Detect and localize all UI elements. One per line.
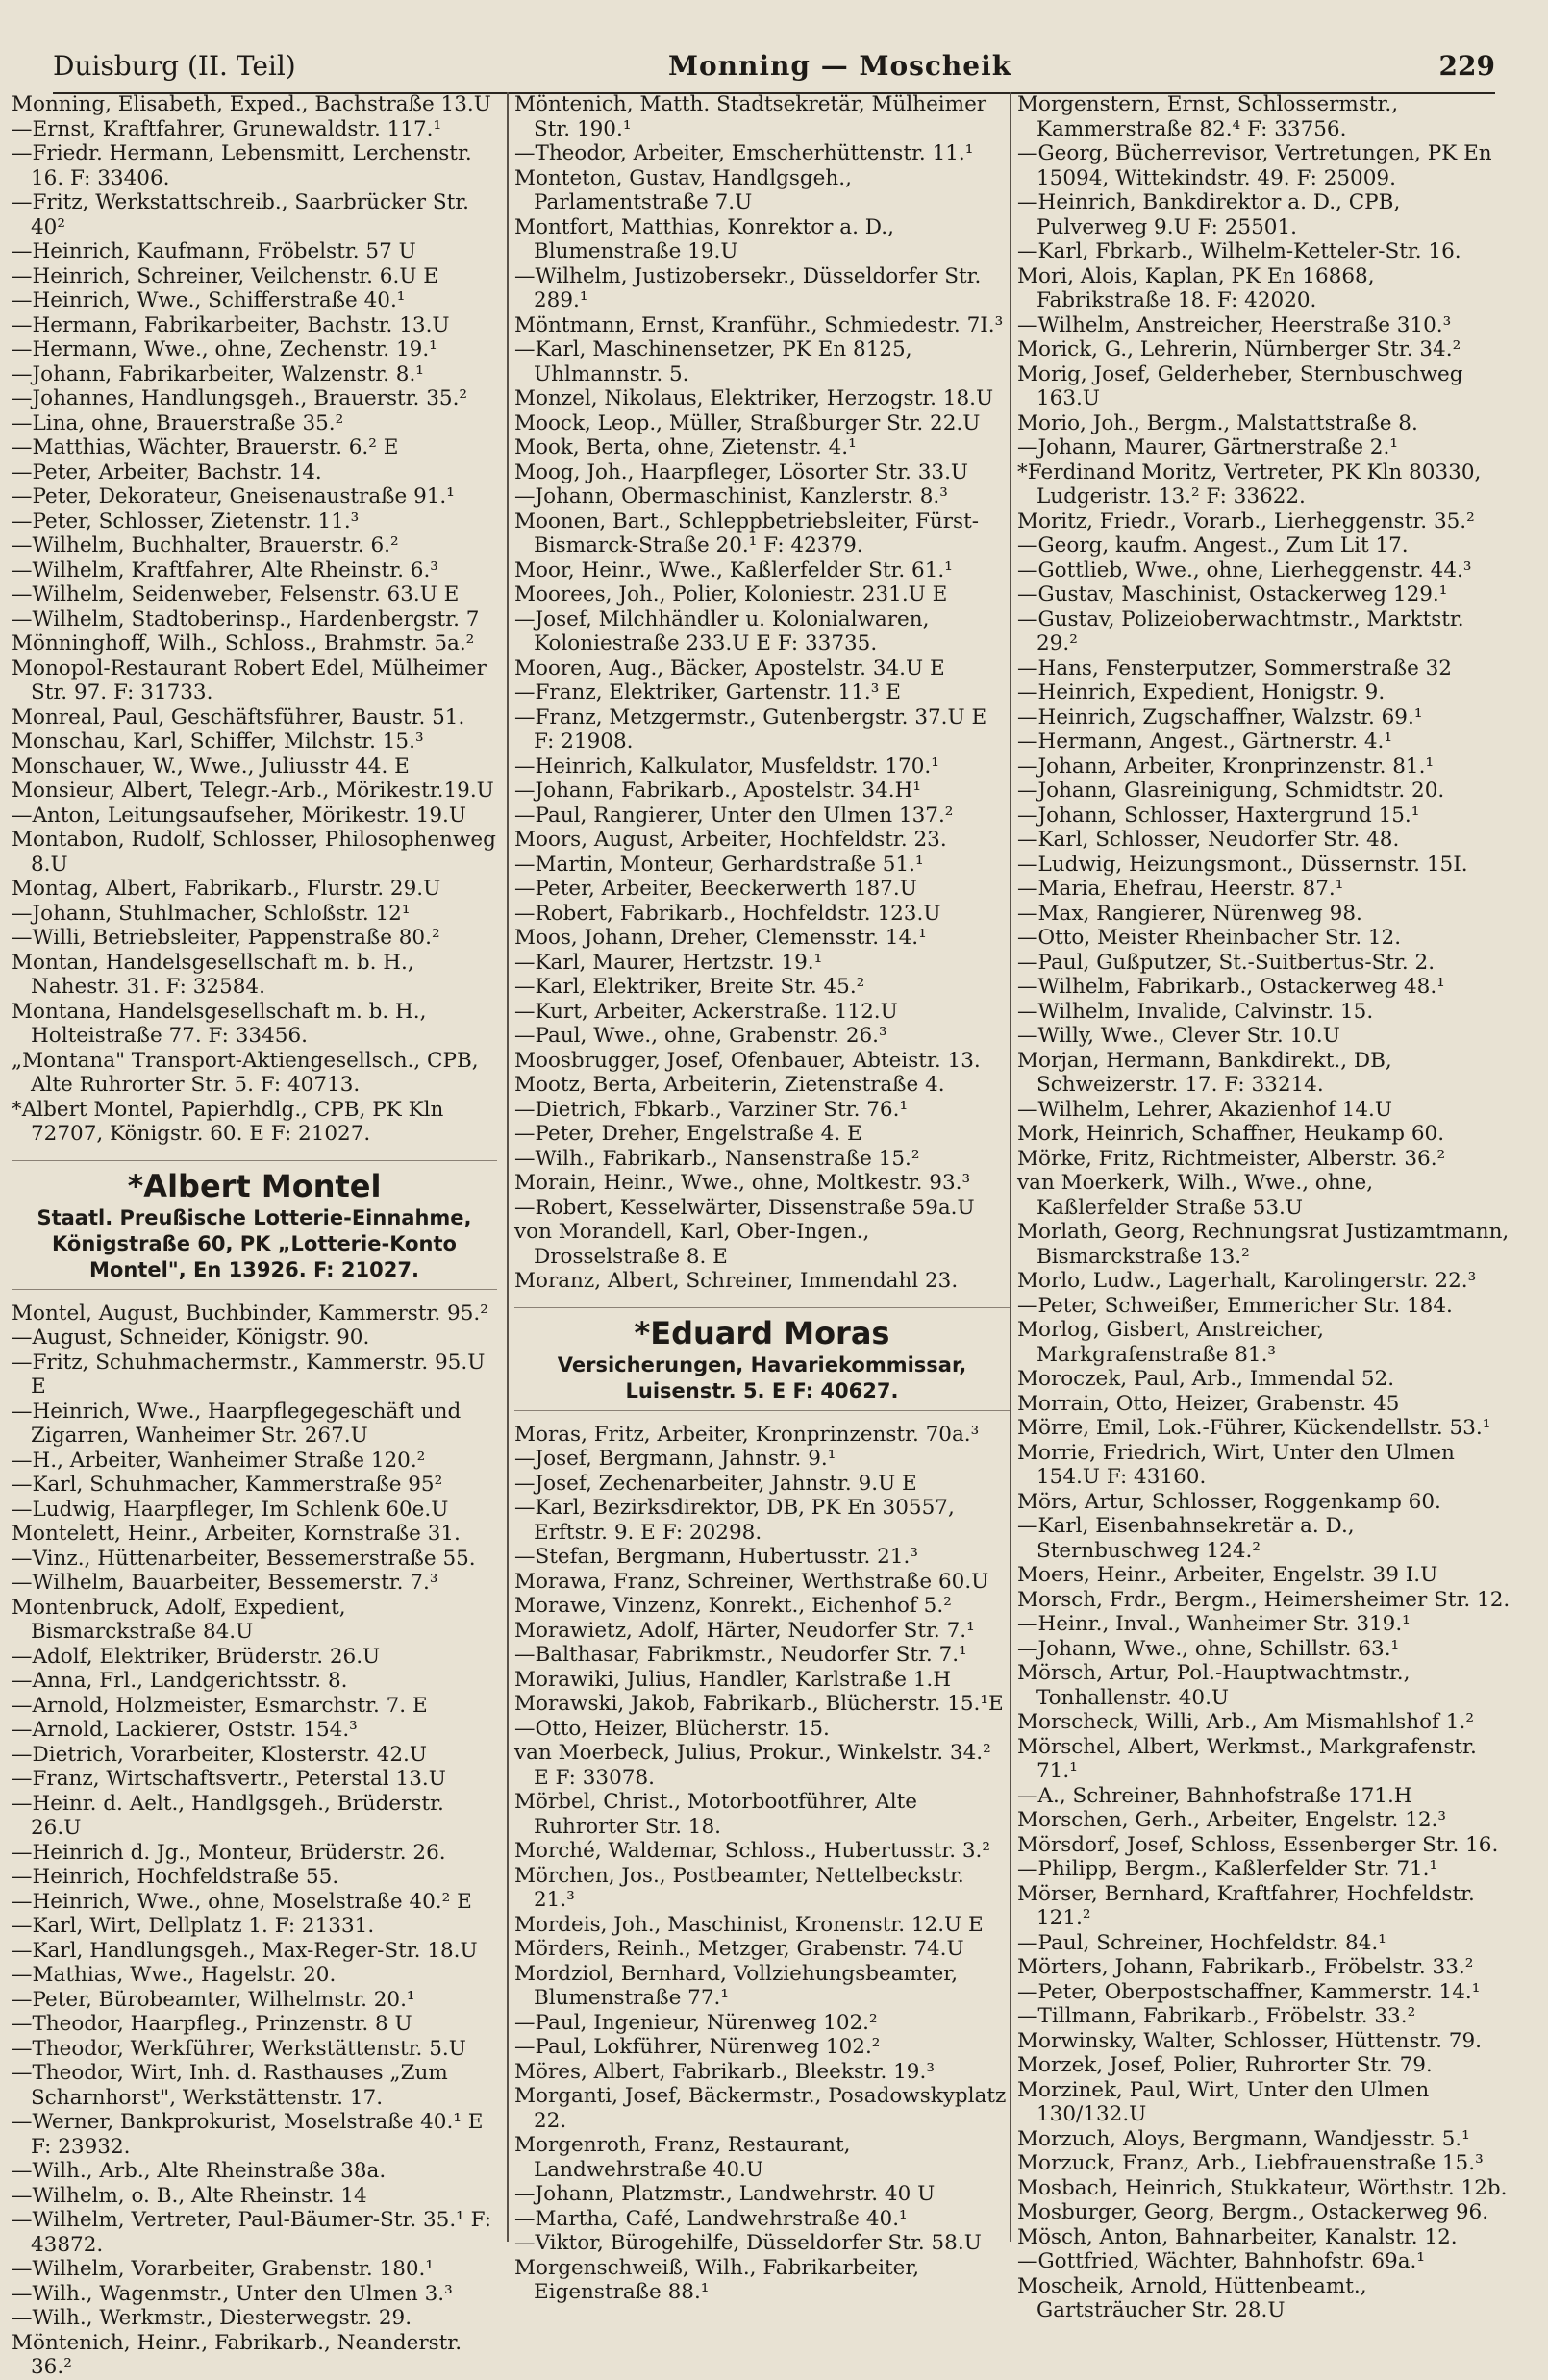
directory-entry: —Heinr. d. Aelt., Handlgsgeh., Brüderstr. 26.U bbox=[12, 1791, 444, 1840]
directory-entry: Mörke, Fritz, Richtmeister, Alberstr. 36.² bbox=[1017, 1146, 1446, 1171]
directory-entry: Mook, Berta, ohne, Zietenstr. 4.¹ bbox=[514, 435, 857, 459]
column-1-entries-a bbox=[12, 92, 497, 1147]
directory-entry: Mörchen, Jos., Postbeamter, Nettelbeckstr. 21.³ bbox=[514, 1863, 964, 1912]
directory-entry: —Ludwig, Haarpfleger, Im Schlenk 60e.U bbox=[12, 1497, 449, 1522]
directory-entry: —Franz, Elektriker, Gartenstr. 11.³ E bbox=[514, 681, 901, 705]
directory-entry: —Ernst, Kraftfahrer, Grunewaldstr. 117.¹ bbox=[12, 116, 442, 141]
directory-entry: —Wilh., Arb., Alte Rheinstraße 38a. bbox=[12, 2159, 387, 2183]
directory-entry: —Peter, Dekorateur, Gneisenaustraße 91.¹ bbox=[12, 484, 455, 508]
directory-entry: —Karl, Schuhmacher, Kammerstraße 95² bbox=[12, 1473, 443, 1497]
directory-entry: —Heinrich, Schreiner, Veilchenstr. 6.U E bbox=[12, 263, 438, 288]
page-number: 229 bbox=[1438, 50, 1495, 82]
directory-entry: Montenbruck, Adolf, Expedient, Bismarckstraße 84.U bbox=[12, 1595, 346, 1644]
directory-entry: —Hermann, Angest., Gärtnerstr. 4.¹ bbox=[1017, 730, 1393, 754]
directory-entry: Montfort, Matthias, Konrektor a. D., Blumenstraße 19.U bbox=[514, 214, 894, 263]
directory-entry: —Peter, Schweißer, Emmericher Str. 184. bbox=[1017, 1293, 1453, 1318]
directory-entry: —Wilhelm, Anstreicher, Heerstraße 310.³ bbox=[1017, 312, 1452, 337]
column-3-entries bbox=[1017, 92, 1511, 2323]
directory-entry: —Paul, Ingenieur, Nürenweg 102.² bbox=[514, 2010, 878, 2035]
directory-entry: Mootz, Berta, Arbeiterin, Zietenstraße 4. bbox=[514, 1073, 945, 1097]
directory-entry: „Montana" Transport-Aktiengesellsch., CPB, Alte Ruhrorter Str. 5. F: 40713. bbox=[12, 1048, 479, 1097]
directory-entry: Morzek, Josef, Polier, Ruhrorter Str. 79. bbox=[1017, 2053, 1433, 2077]
directory-entry: —Heinrich, Expedient, Honigstr. 9. bbox=[1017, 681, 1386, 705]
directory-entry: —Martha, Café, Landwehrstraße 40.¹ bbox=[514, 2206, 908, 2231]
directory-entry: Morrain, Otto, Heizer, Grabenstr. 45 bbox=[1017, 1391, 1400, 1416]
directory-entry: —Paul, Rangierer, Unter den Ulmen 137.² bbox=[514, 803, 954, 828]
directory-entry: —Otto, Meister Rheinbacher Str. 12. bbox=[1017, 926, 1402, 950]
header-name-range: Monning — Moscheik bbox=[668, 50, 1012, 82]
directory-entry: Monning, Elisabeth, Exped., Bachstraße 13.U bbox=[12, 92, 491, 116]
directory-entry: Morawiki, Julius, Handler, Karlstraße 1.H bbox=[514, 1667, 952, 1692]
directory-entry: —Stefan, Bergmann, Hubertusstr. 21.³ bbox=[514, 1545, 918, 1569]
directory-entry: Moers, Heinr., Arbeiter, Engelstr. 39 I.U bbox=[1017, 1563, 1438, 1587]
directory-entry: Moranz, Albert, Schreiner, Immendahl 23. bbox=[514, 1269, 959, 1293]
directory-entry: —Theodor, Haarpfleg., Prinzenstr. 8 U bbox=[12, 2012, 412, 2036]
directory-entry: Mörters, Johann, Fabrikarb., Fröbelstr. 33.² bbox=[1017, 1955, 1474, 1979]
header-city: Duisburg (II. Teil) bbox=[53, 50, 296, 82]
directory-entry: —Theodor, Wirt, Inh. d. Rasthauses „Zum Scharnhorst", Werkstättenstr. 17. bbox=[12, 2061, 448, 2110]
directory-entry: Möres, Albert, Fabrikarb., Bleekstr. 19.³ bbox=[514, 2059, 935, 2084]
directory-entry: —Karl, Handlungsgeh., Max-Reger-Str. 18.U bbox=[12, 1938, 478, 1963]
directory-entry: —Wilhelm, Seidenweber, Felsenstr. 63.U E bbox=[12, 583, 460, 607]
directory-entry: —Johann, Obermaschinist, Kanzlerstr. 8.³ bbox=[514, 484, 948, 508]
directory-entry: —Robert, Fabrikarb., Hochfeldstr. 123.U bbox=[514, 901, 941, 926]
directory-entry: —Karl, Elektriker, Breite Str. 45.² bbox=[514, 975, 865, 999]
directory-entry: —Josef, Milchhändler u. Kolonialwaren, Koloniestraße 233.U E F: 33735. bbox=[514, 607, 930, 656]
directory-entry: Mosbach, Heinrich, Stukkateur, Wörthstr. 12b. bbox=[1017, 2175, 1508, 2200]
directory-entry: —Mathias, Wwe., Hagelstr. 20. bbox=[12, 1963, 337, 1987]
directory-entry: Morlo, Ludw., Lagerhalt, Karolingerstr. 22.³ bbox=[1017, 1269, 1477, 1293]
directory-entry: Monopol-Restaurant Robert Edel, Mülheimer Str. 97. F: 31733. bbox=[12, 656, 487, 705]
advertisement-moras bbox=[514, 1307, 1010, 1411]
directory-entry: Mori, Alois, Kaplan, PK En 16868, Fabrikstraße 18. F: 42020. bbox=[1017, 263, 1375, 312]
directory-entry: Morgenschweiß, Wilh., Fabrikarbeiter, Eigenstraße 88.¹ bbox=[514, 2255, 920, 2304]
directory-entry: —Peter, Bürobeamter, Wilhelmstr. 20.¹ bbox=[12, 1987, 415, 2012]
ad-line: Königstraße 60, PK „Lotterie-Konto bbox=[52, 1231, 457, 1255]
directory-entry: —Ludwig, Heizungsmont., Düssernstr. 15I. bbox=[1017, 852, 1468, 877]
ad-line: Staatl. Preußische Lotterie-Einnahme, bbox=[37, 1205, 472, 1229]
directory-entry: —Viktor, Bürogehilfe, Düsseldorfer Str. 58.U bbox=[514, 2231, 982, 2255]
directory-entry: Mooren, Aug., Bäcker, Apostelstr. 34.U E bbox=[514, 656, 945, 681]
directory-entry: Morig, Josef, Gelderheber, Sternbuschweg 163.U bbox=[1017, 361, 1463, 410]
column-2-entries-a bbox=[514, 92, 1010, 1294]
directory-entry: —Peter, Arbeiter, Beeckerwerth 187.U bbox=[514, 877, 917, 901]
directory-entry: Morwinsky, Walter, Schlosser, Hüttenstr. 79. bbox=[1017, 2028, 1482, 2053]
directory-entry: —Robert, Kesselwärter, Dissenstraße 59a.U bbox=[514, 1195, 975, 1220]
directory-entry: —Johann, Glasreinigung, Schmidtstr. 20. bbox=[1017, 779, 1445, 803]
directory-entry: —Werner, Bankprokurist, Moselstraße 40.¹ E F: 23932. bbox=[12, 2110, 484, 2159]
directory-entry: —Johann, Arbeiter, Kronprinzenstr. 81.¹ bbox=[1017, 754, 1435, 779]
directory-entry: Mösch, Anton, Bahnarbeiter, Kanalstr. 12. bbox=[1017, 2224, 1458, 2249]
directory-entry: —Maria, Ehefrau, Heerstr. 87.¹ bbox=[1017, 877, 1344, 901]
directory-entry: Morsch, Frdr., Bergm., Heimersheimer Str. 12. bbox=[1017, 1587, 1511, 1612]
directory-entry: —Karl, Eisenbahnsekretär a. D., Sternbuschweg 124.² bbox=[1017, 1514, 1355, 1563]
directory-entry: Moog, Joh., Haarpfleger, Lösorter Str. 33.U bbox=[514, 459, 969, 484]
directory-entry: Mörders, Reinh., Metzger, Grabenstr. 74.U bbox=[514, 1937, 964, 1961]
directory-entry: —Wilhelm, Vorarbeiter, Grabenstr. 180.¹ bbox=[12, 2257, 435, 2281]
directory-entry: —Theodor, Werkführer, Werkstättenstr. 5.U bbox=[12, 2036, 466, 2061]
directory-entry: Mosburger, Georg, Bergm., Ostackerweg 96. bbox=[1017, 2200, 1489, 2224]
directory-entry: —Heinrich, Kaufmann, Fröbelstr. 57 U bbox=[12, 239, 416, 263]
directory-entry: Monteton, Gustav, Handlgsgeh., Parlamentstraße 7.U bbox=[514, 165, 852, 214]
directory-entry: Moroczek, Paul, Arb., Immendal 52. bbox=[1017, 1367, 1395, 1391]
directory-entry: Monsieur, Albert, Telegr.-Arb., Mörikestr.19.U bbox=[12, 779, 494, 803]
directory-entry: Morio, Joh., Bergm., Malstattstraße 8. bbox=[1017, 410, 1418, 435]
directory-entry: —Karl, Fbrkarb., Wilhelm-Ketteler-Str. 16. bbox=[1017, 239, 1461, 263]
column-1-entries-b bbox=[12, 1302, 497, 2380]
directory-entry: —Tillmann, Fabrikarb., Fröbelstr. 33.² bbox=[1017, 2004, 1416, 2028]
directory-entry: Morscheck, Willi, Arb., Am Mismahlshof 1.² bbox=[1017, 1710, 1474, 1734]
directory-entry: —Wilhelm, Bauarbeiter, Bessemerstr. 7.³ bbox=[12, 1571, 438, 1595]
directory-entry: —Wilh., Werkmstr., Diesterwegstr. 29. bbox=[12, 2306, 412, 2330]
directory-entry: von Morandell, Karl, Ober-Ingen., Drosselstraße 8. E bbox=[514, 1220, 870, 1269]
directory-entry: —Theodor, Arbeiter, Emscherhüttenstr. 11.¹ bbox=[514, 141, 974, 165]
directory-entry: Moritz, Friedr., Vorarb., Lierheggenstr. 35.² bbox=[1017, 508, 1475, 533]
directory-entry: Moonen, Bart., Schleppbetriebsleiter, Fürst-Bismarck-Straße 20.¹ F: 42379. bbox=[514, 508, 979, 558]
directory-entry: Moors, August, Arbeiter, Hochfeldstr. 23. bbox=[514, 828, 947, 852]
directory-entry: —Wilhelm, Buchhalter, Brauerstr. 6.² bbox=[12, 533, 399, 558]
directory-entry: —Heinr., Inval., Wanheimer Str. 319.¹ bbox=[1017, 1612, 1411, 1636]
directory-entry: Morick, G., Lehrerin, Nürnberger Str. 34.² bbox=[1017, 337, 1461, 361]
directory-entry: Morrie, Friedrich, Wirt, Unter den Ulmen 154.U F: 43160. bbox=[1017, 1440, 1455, 1489]
column-3 bbox=[1010, 92, 1511, 2322]
directory-entry: Morschen, Gerh., Arbeiter, Engelstr. 12.³ bbox=[1017, 1808, 1447, 1832]
directory-entry: Mörre, Emil, Lok.-Führer, Kückendellstr. 53.¹ bbox=[1017, 1416, 1491, 1440]
directory-entry: —Heinrich, Wwe., Schifferstraße 40.¹ bbox=[12, 288, 406, 312]
ad-line: Versicherungen, Havariekommissar, bbox=[557, 1352, 967, 1376]
directory-entry: —Hermann, Wwe., ohne, Zechenstr. 19.¹ bbox=[12, 337, 437, 361]
directory-entry: Montel, August, Buchbinder, Kammerstr. 95.² bbox=[12, 1301, 488, 1326]
directory-entry: Mörschel, Albert, Werkmst., Markgrafenstr. 71.¹ bbox=[1017, 1734, 1477, 1783]
directory-entry: —Vinz., Hüttenarbeiter, Bessemerstraße 55. bbox=[12, 1546, 476, 1571]
directory-entry: —Peter, Arbeiter, Bachstr. 14. bbox=[12, 459, 322, 484]
directory-entry: —Fritz, Schuhmachermstr., Kammerstr. 95.U E bbox=[12, 1350, 486, 1399]
directory-entry: Morché, Waldemar, Schloss., Hubertusstr. 3.² bbox=[514, 1839, 990, 1863]
directory-entry: —Fritz, Werkstattschreib., Saarbrücker Str. 40² bbox=[12, 190, 469, 239]
directory-entry: Mönninghoff, Wilh., Schloss., Brahmstr. 5a.² bbox=[12, 632, 475, 656]
directory-entry: Morgenstern, Ernst, Schlossermstr., Kammerstraße 82.⁴ F: 33756. bbox=[1017, 92, 1399, 141]
directory-entry: —Johann, Maurer, Gärtnerstraße 2.¹ bbox=[1017, 435, 1398, 459]
directory-entry: —Paul, Schreiner, Hochfeldstr. 84.¹ bbox=[1017, 1930, 1386, 1955]
directory-entry: —Gustav, Maschinist, Ostackerweg 129.¹ bbox=[1017, 583, 1448, 607]
directory-entry: —Johann, Platzmstr., Landwehrstr. 40 U bbox=[514, 2182, 936, 2206]
directory-entry: —Friedr. Hermann, Lebensmitt, Lerchenstr. 16. F: 33406. bbox=[12, 141, 472, 190]
directory-entry: Montelett, Heinr., Arbeiter, Kornstraße 31. bbox=[12, 1522, 461, 1546]
directory-entry: Montag, Albert, Fabrikarb., Flurstr. 29.U bbox=[12, 877, 441, 901]
directory-entry: —Johannes, Handlungsgeh., Brauerstr. 35.² bbox=[12, 386, 468, 410]
directory-entry: —Wilhelm, Justizobersekr., Düsseldorfer Str. 289.¹ bbox=[514, 263, 982, 312]
directory-entry: —Hans, Fensterputzer, Sommerstraße 32 bbox=[1017, 656, 1452, 681]
directory-entry: —Franz, Metzgermstr., Gutenbergstr. 37.U E F: 21908. bbox=[514, 705, 987, 754]
directory-entry: —Wilhelm, Stadtoberinsp., Hardenbergstr. 7 bbox=[12, 607, 480, 632]
directory-entry: —Dietrich, Vorarbeiter, Klosterstr. 42.U bbox=[12, 1742, 427, 1767]
directory-entry: —Heinrich, Bankdirektor a. D., CPB, Pulverweg 9.U F: 25501. bbox=[1017, 190, 1401, 239]
directory-entry: Möntenich, Heinr., Fabrikarb., Neanderstr. 36.² bbox=[12, 2330, 462, 2379]
directory-entry: van Moerbeck, Julius, Prokur., Winkelstr. 34.² E F: 33078. bbox=[514, 1741, 991, 1790]
directory-entry: *Albert Montel, Papierhdlg., CPB, PK Kln 72707, Königstr. 60. E F: 21027. bbox=[12, 1097, 444, 1146]
directory-entry: *Ferdinand Moritz, Vertreter, PK Kln 80330, Ludgeristr. 13.² F: 33622. bbox=[1017, 459, 1482, 508]
directory-entry: —Martin, Monteur, Gerhardstraße 51.¹ bbox=[514, 852, 924, 877]
directory-entry: —Peter, Oberpostschaffner, Kammerstr. 14.¹ bbox=[1017, 1979, 1481, 2004]
directory-entry: Morawe, Vinzenz, Konrekt., Eichenhof 5.² bbox=[514, 1594, 952, 1618]
directory-entry: Mörser, Bernhard, Kraftfahrer, Hochfeldstr. 121.² bbox=[1017, 1881, 1475, 1930]
directory-entry: —H., Arbeiter, Wanheimer Straße 120.² bbox=[12, 1448, 426, 1473]
directory-entry: —Balthasar, Fabrikmstr., Neudorfer Str. 7.¹ bbox=[514, 1643, 967, 1667]
directory-entry: Moos, Johann, Dreher, Clemensstr. 14.¹ bbox=[514, 926, 927, 950]
directory-entry: Monschau, Karl, Schiffer, Milchstr. 15.³ bbox=[12, 730, 424, 754]
directory-entry: van Moerkerk, Wilh., Wwe., ohne, Kaßlerfelder Straße 53.U bbox=[1017, 1171, 1374, 1220]
directory-entry: Montan, Handelsgesellschaft m. b. H., Nahestr. 31. F: 32584. bbox=[12, 950, 414, 999]
directory-entry: Moorees, Joh., Polier, Koloniestr. 231.U E bbox=[514, 583, 948, 607]
ad-line: Luisenstr. 5. E F: 40627. bbox=[625, 1378, 899, 1402]
directory-entry: —Hermann, Fabrikarbeiter, Bachstr. 13.U bbox=[12, 312, 450, 337]
directory-entry: —Paul, Wwe., ohne, Grabenstr. 26.³ bbox=[514, 1024, 887, 1048]
page-header bbox=[53, 44, 1495, 94]
directory-entry: —Wilhelm, Kraftfahrer, Alte Rheinstr. 6.³ bbox=[12, 558, 438, 583]
directory-entry: Morain, Heinr., Wwe., ohne, Moltkestr. 93.³ bbox=[514, 1171, 971, 1195]
directory-entry: —Wilhelm, Invalide, Calvinstr. 15. bbox=[1017, 999, 1374, 1024]
directory-entry: —Josef, Zechenarbeiter, Jahnstr. 9.U E bbox=[514, 1471, 917, 1496]
directory-entry: —Gustav, Polizeioberwachtmstr., Marktstr. 29.² bbox=[1017, 607, 1464, 656]
directory-entry: Montana, Handelsgesellschaft m. b. H., Holteistraße 77. F: 33456. bbox=[12, 999, 427, 1048]
directory-entry: Morzinek, Paul, Wirt, Unter den Ulmen 130/132.U bbox=[1017, 2077, 1430, 2126]
directory-entry: —Lina, ohne, Brauerstraße 35.² bbox=[12, 410, 344, 435]
directory-entry: Mordziol, Bernhard, Vollziehungsbeamter, Blumenstraße 77.¹ bbox=[514, 1961, 959, 2010]
directory-entry: —Wilhelm, Fabrikarb., Ostackerweg 48.¹ bbox=[1017, 975, 1445, 999]
column-1 bbox=[12, 92, 497, 2379]
directory-entry: Morgenroth, Franz, Restaurant, Landwehrstraße 40.U bbox=[514, 2133, 851, 2182]
directory-entry: Morjan, Hermann, Bankdirekt., DB, Schweizerstr. 17. F: 33214. bbox=[1017, 1048, 1392, 1097]
directory-entry: —Willi, Betriebsleiter, Pappenstraße 80.² bbox=[12, 926, 440, 950]
directory-entry: Mordeis, Joh., Maschinist, Kronenstr. 12.U E bbox=[514, 1912, 984, 1937]
directory-entry: —Peter, Dreher, Engelstraße 4. E bbox=[514, 1122, 862, 1146]
directory-entry: —Franz, Wirtschaftsvertr., Peterstal 13.U bbox=[12, 1767, 446, 1791]
directory-entry: Morlog, Gisbert, Anstreicher, Markgrafenstraße 81.³ bbox=[1017, 1318, 1324, 1367]
directory-entry: —Philipp, Bergm., Kaßlerfelder Str. 71.¹ bbox=[1017, 1857, 1438, 1881]
directory-entry: Morzuck, Franz, Arb., Liebfrauenstraße 15.³ bbox=[1017, 2151, 1484, 2175]
directory-entry: —Peter, Schlosser, Zietenstr. 11.³ bbox=[12, 508, 360, 533]
directory-entry: Morlath, Georg, Rechnungsrat Justizamtmann, Bismarckstraße 13.² bbox=[1017, 1220, 1510, 1269]
directory-entry: —Adolf, Elektriker, Brüderstr. 26.U bbox=[12, 1644, 381, 1669]
directory-entry: —Arnold, Holzmeister, Esmarchstr. 7. E bbox=[12, 1693, 428, 1718]
directory-entry: Monschauer, W., Wwe., Juliusstr 44. E bbox=[12, 754, 410, 779]
directory-entry: Mork, Heinrich, Schaffner, Heukamp 60. bbox=[1017, 1122, 1445, 1146]
directory-entry: Mörs, Artur, Schlosser, Roggenkamp 60. bbox=[1017, 1489, 1441, 1514]
directory-entry: —Karl, Wirt, Dellplatz 1. F: 21331. bbox=[12, 1914, 375, 1938]
directory-entry: Mörbel, Christ., Motorbootführer, Alte Ruhrorter Str. 18. bbox=[514, 1790, 918, 1839]
directory-entry: Morzuch, Aloys, Bergmann, Wandjesstr. 5.¹ bbox=[1017, 2126, 1470, 2151]
directory-entry: —Paul, Gußputzer, St.-Suitbertus-Str. 2. bbox=[1017, 950, 1436, 975]
directory-entry: Morawa, Franz, Schreiner, Werthstraße 60.U bbox=[514, 1569, 989, 1594]
directory-entry: Morawski, Jakob, Fabrikarb., Blücherstr. 15.¹E bbox=[514, 1692, 1004, 1716]
directory-entry: —Matthias, Wächter, Brauerstr. 6.² E bbox=[12, 435, 399, 459]
directory-entry: Monzel, Nikolaus, Elektriker, Herzogstr. 18.U bbox=[514, 386, 994, 410]
directory-entry: Mörsdorf, Josef, Schloss, Essenberger Str. 16. bbox=[1017, 1832, 1499, 1857]
directory-entry: —Heinrich d. Jg., Monteur, Brüderstr. 26. bbox=[12, 1840, 446, 1865]
directory-entry: Monreal, Paul, Geschäftsführer, Baustr. 51. bbox=[12, 705, 465, 730]
directory-entry: —Gottlieb, Wwe., ohne, Lierheggenstr. 44.³ bbox=[1017, 558, 1472, 583]
directory-entry: —Wilhelm, Vertreter, Paul-Bäumer-Str. 35.¹ F: 43872. bbox=[12, 2208, 492, 2257]
directory-entry: Moock, Leop., Müller, Straßburger Str. 22.U bbox=[514, 410, 981, 435]
column-2-entries-b bbox=[514, 1423, 1010, 2305]
directory-entry: —Wilh., Wagenmstr., Unter den Ulmen 3.³ bbox=[12, 2281, 453, 2306]
directory-entry: —Anna, Frl., Landgerichtsstr. 8. bbox=[12, 1669, 348, 1693]
directory-entry: —Johann, Fabrikarb., Apostelstr. 34.H¹ bbox=[514, 779, 921, 803]
directory-entry: Morawietz, Adolf, Härter, Neudorfer Str. 7.¹ bbox=[514, 1618, 975, 1643]
directory-entry: —Johann, Stuhlmacher, Schloßstr. 12¹ bbox=[12, 901, 411, 926]
directory-entry: —Heinrich, Zugschaffner, Walzstr. 69.¹ bbox=[1017, 705, 1423, 730]
directory-entry: —Anton, Leitungsaufseher, Mörikestr. 19.U bbox=[12, 803, 466, 828]
directory-entry: —Karl, Maschinensetzer, PK En 8125, Uhlmannstr. 5. bbox=[514, 337, 912, 386]
directory-entry: —Johann, Schlosser, Haxtergrund 15.¹ bbox=[1017, 803, 1420, 828]
ad-title: *Albert Montel bbox=[127, 1167, 382, 1204]
directory-entry: —Heinrich, Kalkulator, Musfeldstr. 170.¹ bbox=[514, 754, 939, 779]
directory-entry: —Karl, Maurer, Hertzstr. 19.¹ bbox=[514, 950, 823, 975]
directory-entry: —August, Schneider, Königstr. 90. bbox=[12, 1326, 370, 1350]
directory-entry: —Georg, kaufm. Angest., Zum Lit 17. bbox=[1017, 533, 1409, 558]
directory-entry: Mörsch, Artur, Pol.-Hauptwachtmstr., Tonhallenstr. 40.U bbox=[1017, 1661, 1411, 1710]
directory-entry: —Karl, Schlosser, Neudorfer Str. 48. bbox=[1017, 828, 1400, 852]
directory-entry: —Wilhelm, Lehrer, Akazienhof 14.U bbox=[1017, 1097, 1392, 1122]
directory-entry: Moosbrugger, Josef, Ofenbauer, Abteistr. 13. bbox=[514, 1048, 981, 1073]
directory-entry: Moras, Fritz, Arbeiter, Kronprinzenstr. 70a.³ bbox=[514, 1422, 980, 1447]
directory-entry: —Heinrich, Wwe., ohne, Moselstraße 40.² E bbox=[12, 1889, 472, 1914]
directory-entry: Moor, Heinr., Wwe., Kaßlerfelder Str. 61.¹ bbox=[514, 558, 953, 583]
directory-entry: —Dietrich, Fbkarb., Varziner Str. 76.¹ bbox=[514, 1097, 909, 1122]
directory-entry: Moscheik, Arnold, Hüttenbeamt., Gartsträucher Str. 28.U bbox=[1017, 2273, 1367, 2322]
directory-entry: —A., Schreiner, Bahnhofstraße 171.H bbox=[1017, 1783, 1412, 1808]
directory-entry: —Karl, Bezirksdirektor, DB, PK En 30557, Erftstr. 9. E F: 20298. bbox=[514, 1496, 955, 1545]
directory-entry: —Georg, Bücherrevisor, Vertretungen, PK En 15094, Wittekindstr. 49. F: 25009. bbox=[1017, 141, 1492, 190]
ad-title: *Eduard Moras bbox=[634, 1314, 890, 1351]
directory-entry: —Willy, Wwe., Clever Str. 10.U bbox=[1017, 1024, 1340, 1048]
directory-entry: —Arnold, Lackierer, Oststr. 154.³ bbox=[12, 1718, 358, 1742]
directory-entry: —Wilhelm, o. B., Alte Rheinstr. 14 bbox=[12, 2183, 367, 2208]
directory-entry: —Heinrich, Wwe., Haarpflegegeschäft und Zigarren, Wanheimer Str. 267.U bbox=[12, 1399, 462, 1448]
directory-entry: —Kurt, Arbeiter, Ackerstraße. 112.U bbox=[514, 999, 898, 1024]
directory-entry: —Josef, Bergmann, Jahnstr. 9.¹ bbox=[514, 1447, 836, 1471]
directory-entry: Morganti, Josef, Bäckermstr., Posadowskyplatz 22. bbox=[514, 2084, 1007, 2133]
directory-entry: —Wilh., Fabrikarb., Nansenstraße 15.² bbox=[514, 1146, 920, 1171]
directory-entry: —Otto, Heizer, Blücherstr. 15. bbox=[514, 1716, 830, 1741]
directory-entry: Möntmann, Ernst, Kranführ., Schmiedestr. 7I.³ bbox=[514, 312, 1004, 337]
directory-entry: —Paul, Lokführer, Nürenweg 102.² bbox=[514, 2035, 881, 2059]
directory-entry: —Johann, Wwe., ohne, Schillstr. 63.¹ bbox=[1017, 1636, 1400, 1661]
directory-entry: —Johann, Fabrikarbeiter, Walzenstr. 8.¹ bbox=[12, 361, 424, 386]
directory-entry: —Heinrich, Hochfeldstraße 55. bbox=[12, 1865, 339, 1889]
directory-entry: —Gottfried, Wächter, Bahnhofstr. 69a.¹ bbox=[1017, 2249, 1425, 2273]
directory-entry: Möntenich, Matth. Stadtsekretär, Mülheimer Str. 190.¹ bbox=[514, 92, 987, 141]
advertisement-montel bbox=[12, 1160, 497, 1290]
ad-line: Montel", En 13926. F: 21027. bbox=[89, 1257, 419, 1281]
directory-entry: —Max, Rangierer, Nürenweg 98. bbox=[1017, 901, 1362, 926]
directory-entry: Montabon, Rudolf, Schlosser, Philosophenweg 8.U bbox=[12, 828, 496, 877]
column-2 bbox=[507, 92, 1010, 2304]
